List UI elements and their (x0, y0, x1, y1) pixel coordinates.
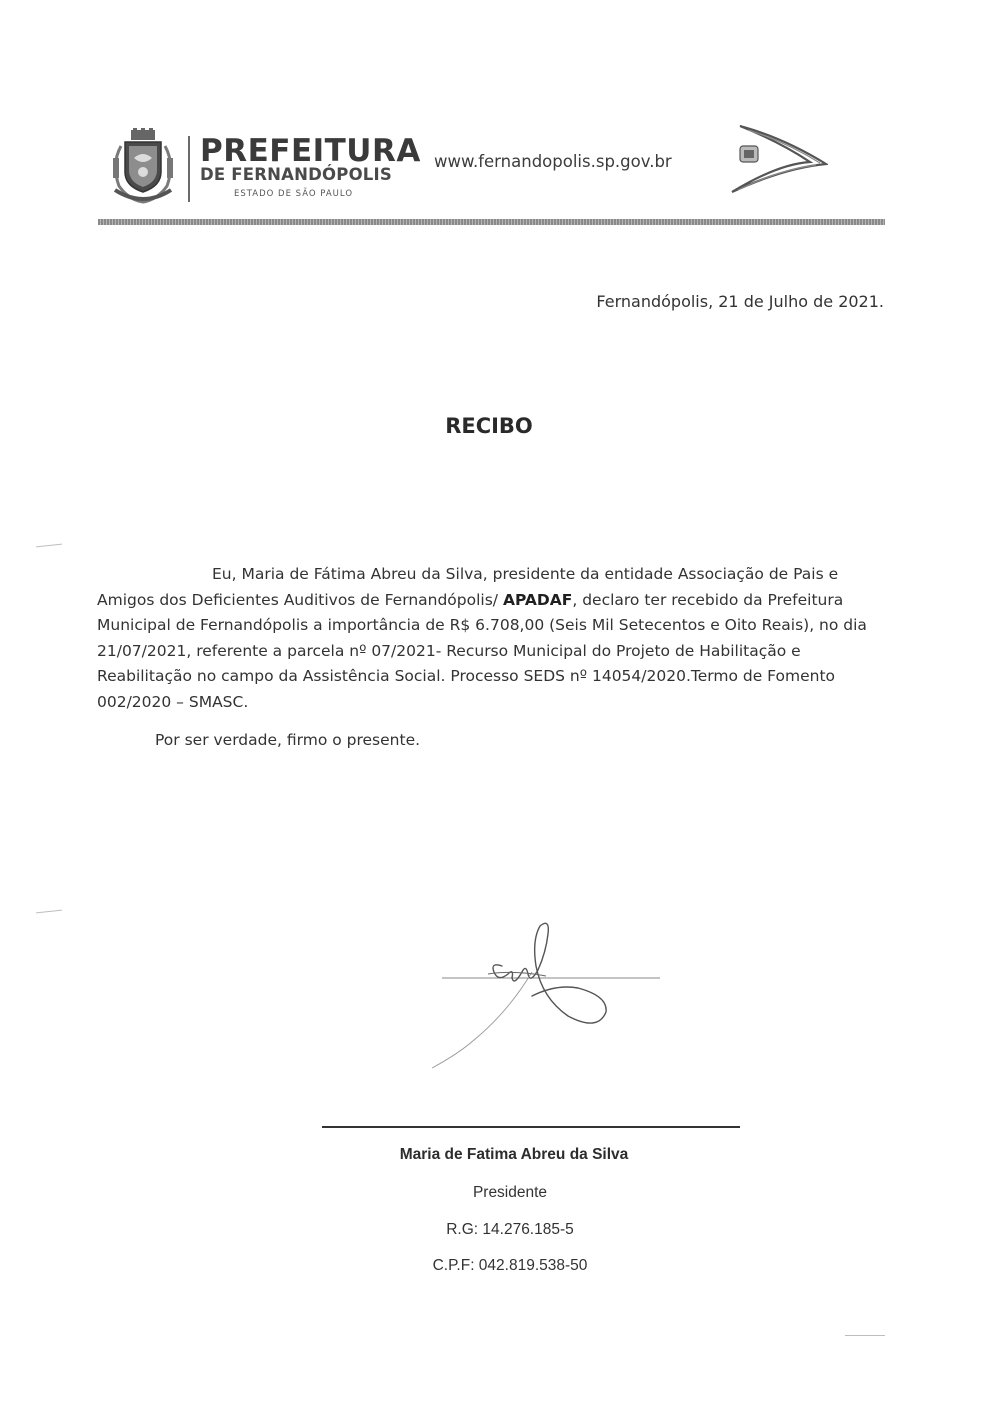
handwritten-signature (428, 912, 668, 1072)
website-link[interactable]: www.fernandopolis.sp.gov.br (434, 152, 672, 171)
receipt-body (97, 562, 892, 716)
scan-mark (36, 910, 62, 914)
header-rule (98, 219, 885, 225)
body-part-2: , declaro ter recebido da Prefeitura Municipal de Fernandópolis a importância de R$ 6.708,00 (Seis Mil Setecentos e Oito Reais), no dia 21/07/2021, referente a parcela nº 07/2021- Recurso Municipal do Projeto de Habilitação e Reabilitação no campo da Assistência Social. Processo SEDS nº 14054/2020.Termo de Fomento 002/2020 – SMASC. (97, 590, 867, 711)
arrow-emblem-icon (724, 124, 828, 194)
body-part-1: Eu, Maria de Fátima Abreu da Silva, presidente da entidade Associação de Pais e Amigos dos Deficientes Auditivos de Fernandópolis/ (97, 565, 839, 609)
brand-subtitle: DE FERNANDÓPOLIS (200, 165, 392, 184)
signer-cpf: C.P.F: 042.819.538-50 (432, 1257, 588, 1274)
signer-name: Maria de Fatima Abreu da Silva (399, 1146, 629, 1163)
brand-state: ESTADO DE SÃO PAULO (234, 189, 354, 199)
header-divider (188, 136, 190, 202)
scan-mark (845, 1335, 885, 1336)
document-title: RECIBO (445, 414, 533, 438)
signer-role: Presidente (472, 1184, 548, 1201)
signature-line (322, 1126, 740, 1128)
entity-acronym: APADAF (502, 590, 573, 609)
city-crest-icon (107, 128, 179, 204)
date-line: Fernandópolis, 21 de Julho de 2021. (596, 292, 884, 311)
scan-mark (36, 544, 62, 548)
brand-title: PREFEITURA (200, 133, 421, 169)
closing-statement: Por ser verdade, firmo o presente. (155, 731, 421, 749)
signer-rg: R.G: 14.276.185-5 (446, 1221, 574, 1238)
